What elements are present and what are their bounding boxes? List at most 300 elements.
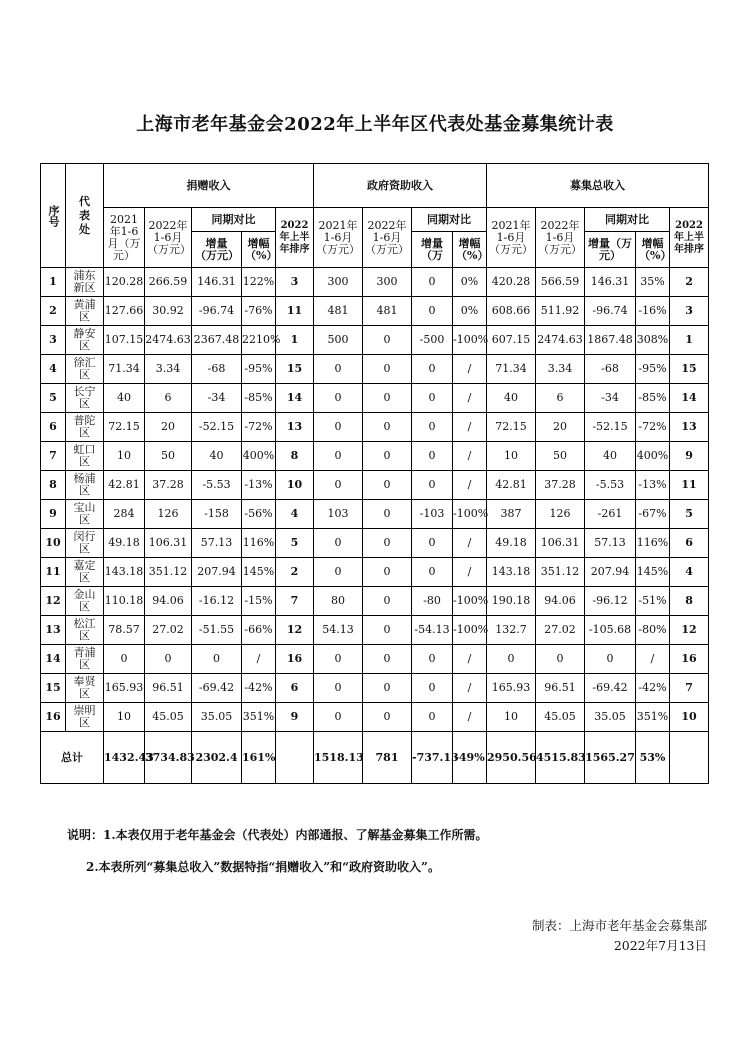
header-gov-2021: 2021年1-6月（万元） — [314, 208, 363, 268]
cell-g22: 0 — [363, 442, 412, 471]
cell-d21: 40 — [104, 384, 145, 413]
cell-g22: 0 — [363, 529, 412, 558]
cell-t21: 42.81 — [487, 471, 536, 500]
cell-t22: 351.12 — [536, 558, 585, 587]
row-district: 普陀区 — [66, 413, 104, 442]
cell-d22: 2474.63 — [145, 326, 192, 355]
cell-d21: 165.93 — [104, 674, 145, 703]
cell-drate: -15% — [242, 587, 276, 616]
cell-trate: -16% — [636, 297, 670, 326]
cell-t21: 420.28 — [487, 268, 536, 297]
cell-dinc: 40 — [192, 442, 242, 471]
maker-credit: 制表：上海市老年基金会募集部 — [531, 918, 707, 933]
cell-d21: 42.81 — [104, 471, 145, 500]
cell-drank: 11 — [276, 297, 314, 326]
cell-trate: 308% — [636, 326, 670, 355]
cell-t21: 10 — [487, 442, 536, 471]
header-total-income: 募集总收入 — [487, 164, 709, 208]
cell-g21: 0 — [314, 645, 363, 674]
cell-g22: 0 — [363, 355, 412, 384]
cell-trate: -51% — [636, 587, 670, 616]
cell-t21: 608.66 — [487, 297, 536, 326]
cell-grate: / — [453, 645, 487, 674]
cell-grate: / — [453, 703, 487, 732]
table-row — [41, 326, 709, 355]
cell-d21: 127.66 — [104, 297, 145, 326]
cell-trate: 145% — [636, 558, 670, 587]
cell-g22: 0 — [363, 471, 412, 500]
cell-trate: -42% — [636, 674, 670, 703]
cell-d22: 20 — [145, 413, 192, 442]
header-gov-2022: 2022年1-6月（万元） — [363, 208, 412, 268]
cell-d22: 50 — [145, 442, 192, 471]
cell-trank: 14 — [670, 384, 709, 413]
cell-drank: 6 — [276, 674, 314, 703]
cell-trank: 7 — [670, 674, 709, 703]
row-district: 虹口区 — [66, 442, 104, 471]
total-label: 总计 — [41, 732, 104, 784]
row-seq: 14 — [41, 645, 66, 674]
header-total-2022: 2022年1-6月（万元） — [536, 208, 585, 268]
cell-tinc: 207.94 — [585, 558, 636, 587]
cell-t21: 607.15 — [487, 326, 536, 355]
cell-grate: -100% — [453, 587, 487, 616]
table-row — [41, 500, 709, 529]
header-donation-rank: 2022年上半年排序 — [276, 208, 314, 268]
cell-g22: 0 — [363, 500, 412, 529]
cell-g21: 300 — [314, 268, 363, 297]
cell-t22: 96.51 — [536, 674, 585, 703]
cell-trank: 15 — [670, 355, 709, 384]
cell-ginc: 0 — [412, 703, 453, 732]
cell-trate: -72% — [636, 413, 670, 442]
cell-grate: -100% — [453, 326, 487, 355]
cell-dinc: -51.55 — [192, 616, 242, 645]
cell-drank: 8 — [276, 442, 314, 471]
cell-drate: 145% — [242, 558, 276, 587]
cell-t21: 71.34 — [487, 355, 536, 384]
row-district: 静安区 — [66, 326, 104, 355]
cell-d22: 45.05 — [145, 703, 192, 732]
cell-g22: 0 — [363, 587, 412, 616]
table-row — [41, 616, 709, 645]
cell-trate: -85% — [636, 384, 670, 413]
total-dinc: 2302.4 — [192, 732, 242, 784]
cell-dinc: 0 — [192, 645, 242, 674]
cell-t22: 566.59 — [536, 268, 585, 297]
cell-d21: 107.15 — [104, 326, 145, 355]
row-seq: 11 — [41, 558, 66, 587]
table-row — [41, 413, 709, 442]
cell-trank: 10 — [670, 703, 709, 732]
cell-trate: -67% — [636, 500, 670, 529]
header-total-rank: 2022年上半年排序 — [670, 208, 709, 268]
cell-tinc: 35.05 — [585, 703, 636, 732]
cell-dinc: -16.12 — [192, 587, 242, 616]
cell-ginc: -500 — [412, 326, 453, 355]
cell-drate: 400% — [242, 442, 276, 471]
cell-trate: 116% — [636, 529, 670, 558]
cell-trank: 9 — [670, 442, 709, 471]
cell-ginc: 0 — [412, 442, 453, 471]
cell-t21: 190.18 — [487, 587, 536, 616]
total-empty — [670, 732, 709, 784]
row-district: 长宁区 — [66, 384, 104, 413]
cell-trank: 4 — [670, 558, 709, 587]
table-row — [41, 674, 709, 703]
cell-t22: 45.05 — [536, 703, 585, 732]
cell-tinc: 1867.48 — [585, 326, 636, 355]
cell-trate: 400% — [636, 442, 670, 471]
cell-drank: 14 — [276, 384, 314, 413]
cell-d21: 49.18 — [104, 529, 145, 558]
cell-drate: -13% — [242, 471, 276, 500]
cell-t21: 40 — [487, 384, 536, 413]
row-seq: 15 — [41, 674, 66, 703]
cell-ginc: 0 — [412, 471, 453, 500]
cell-dinc: -5.53 — [192, 471, 242, 500]
cell-g21: 0 — [314, 442, 363, 471]
cell-tinc: -5.53 — [585, 471, 636, 500]
table-row — [41, 529, 709, 558]
cell-d21: 71.34 — [104, 355, 145, 384]
total-grate: -49% — [453, 732, 487, 784]
cell-drate: -95% — [242, 355, 276, 384]
cell-g21: 0 — [314, 384, 363, 413]
total-g22: 781 — [363, 732, 412, 784]
header-government: 政府资助收入 — [314, 164, 487, 208]
cell-d22: 30.92 — [145, 297, 192, 326]
header-donation-increase: 增量（万元） — [192, 232, 242, 268]
cell-d22: 106.31 — [145, 529, 192, 558]
cell-t22: 126 — [536, 500, 585, 529]
cell-ginc: -54.13 — [412, 616, 453, 645]
cell-ginc: 0 — [412, 413, 453, 442]
statistics-table — [40, 163, 709, 784]
row-district: 杨浦区 — [66, 471, 104, 500]
cell-t21: 143.18 — [487, 558, 536, 587]
cell-trate: 35% — [636, 268, 670, 297]
cell-t22: 2474.63 — [536, 326, 585, 355]
cell-grate: / — [453, 355, 487, 384]
cell-dinc: 2367.48 — [192, 326, 242, 355]
row-seq: 16 — [41, 703, 66, 732]
cell-grate: 0% — [453, 268, 487, 297]
total-ginc: -737.13 — [412, 732, 453, 784]
cell-t22: 50 — [536, 442, 585, 471]
cell-g21: 500 — [314, 326, 363, 355]
cell-d22: 37.28 — [145, 471, 192, 500]
cell-dinc: 57.13 — [192, 529, 242, 558]
row-seq: 9 — [41, 500, 66, 529]
cell-dinc: -158 — [192, 500, 242, 529]
cell-tinc: -96.12 — [585, 587, 636, 616]
cell-drate: -72% — [242, 413, 276, 442]
cell-d21: 143.18 — [104, 558, 145, 587]
table-row — [41, 355, 709, 384]
header-donation-2021: 2021年1-6月（万元） — [104, 208, 145, 268]
cell-g21: 54.13 — [314, 616, 363, 645]
header-total-increase: 增量（万元） — [585, 232, 636, 268]
cell-g22: 481 — [363, 297, 412, 326]
row-district: 奉贤区 — [66, 674, 104, 703]
table-row — [41, 268, 709, 297]
cell-t21: 10 — [487, 703, 536, 732]
table-row — [41, 442, 709, 471]
cell-trate: -13% — [636, 471, 670, 500]
cell-t22: 27.02 — [536, 616, 585, 645]
cell-d22: 27.02 — [145, 616, 192, 645]
row-seq: 7 — [41, 442, 66, 471]
row-district: 青浦区 — [66, 645, 104, 674]
cell-dinc: -34 — [192, 384, 242, 413]
row-district: 嘉定区 — [66, 558, 104, 587]
cell-t22: 3.34 — [536, 355, 585, 384]
table-row — [41, 384, 709, 413]
cell-t22: 106.31 — [536, 529, 585, 558]
cell-grate: / — [453, 471, 487, 500]
header-donation-yoy: 同期对比 — [192, 208, 276, 232]
note-2: 2.本表所列“募集总收入”数据特指“捐赠收入”和“政府资助收入”。 — [86, 860, 440, 874]
cell-tinc: -69.42 — [585, 674, 636, 703]
cell-ginc: 0 — [412, 558, 453, 587]
row-district: 松江区 — [66, 616, 104, 645]
cell-g22: 0 — [363, 384, 412, 413]
row-district: 黄浦区 — [66, 297, 104, 326]
cell-g21: 0 — [314, 703, 363, 732]
cell-g21: 80 — [314, 587, 363, 616]
total-t21: 2950.56 — [487, 732, 536, 784]
cell-drank: 1 — [276, 326, 314, 355]
cell-trate: / — [636, 645, 670, 674]
total-tinc: 1565.27 — [585, 732, 636, 784]
total-t22: 4515.83 — [536, 732, 585, 784]
cell-t22: 37.28 — [536, 471, 585, 500]
cell-drank: 5 — [276, 529, 314, 558]
cell-g21: 0 — [314, 674, 363, 703]
cell-dinc: 207.94 — [192, 558, 242, 587]
table-row — [41, 297, 709, 326]
cell-g21: 0 — [314, 471, 363, 500]
cell-d21: 284 — [104, 500, 145, 529]
cell-g21: 481 — [314, 297, 363, 326]
cell-ginc: 0 — [412, 384, 453, 413]
total-g21: 1518.13 — [314, 732, 363, 784]
cell-tinc: 40 — [585, 442, 636, 471]
cell-d22: 126 — [145, 500, 192, 529]
cell-grate: / — [453, 442, 487, 471]
row-seq: 3 — [41, 326, 66, 355]
row-district: 崇明区 — [66, 703, 104, 732]
cell-dinc: 35.05 — [192, 703, 242, 732]
row-district: 金山区 — [66, 587, 104, 616]
cell-trate: -80% — [636, 616, 670, 645]
cell-d21: 72.15 — [104, 413, 145, 442]
cell-t22: 0 — [536, 645, 585, 674]
cell-t22: 511.92 — [536, 297, 585, 326]
cell-tinc: -34 — [585, 384, 636, 413]
cell-drank: 16 — [276, 645, 314, 674]
cell-dinc: -69.42 — [192, 674, 242, 703]
cell-grate: / — [453, 413, 487, 442]
cell-drank: 13 — [276, 413, 314, 442]
table-row — [41, 558, 709, 587]
total-empty — [276, 732, 314, 784]
cell-dinc: 146.31 — [192, 268, 242, 297]
cell-drate: 116% — [242, 529, 276, 558]
cell-g21: 0 — [314, 529, 363, 558]
row-seq: 4 — [41, 355, 66, 384]
cell-drank: 7 — [276, 587, 314, 616]
row-seq: 2 — [41, 297, 66, 326]
cell-dinc: -68 — [192, 355, 242, 384]
cell-drate: -56% — [242, 500, 276, 529]
header-total-rate: 增幅（%） — [636, 232, 670, 268]
cell-trank: 8 — [670, 587, 709, 616]
cell-tinc: -96.74 — [585, 297, 636, 326]
cell-grate: -100% — [453, 500, 487, 529]
cell-tinc: -68 — [585, 355, 636, 384]
cell-ginc: 0 — [412, 355, 453, 384]
row-seq: 6 — [41, 413, 66, 442]
cell-trank: 11 — [670, 471, 709, 500]
cell-ginc: -80 — [412, 587, 453, 616]
cell-trank: 1 — [670, 326, 709, 355]
header-donation-2022: 2022年1-6月（万元） — [145, 208, 192, 268]
cell-ginc: 0 — [412, 529, 453, 558]
maker-date: 2022年7月13日 — [613, 938, 707, 953]
table-row — [41, 645, 709, 674]
row-seq: 10 — [41, 529, 66, 558]
cell-g22: 0 — [363, 674, 412, 703]
cell-trank: 16 — [670, 645, 709, 674]
cell-drate: 122% — [242, 268, 276, 297]
cell-d22: 351.12 — [145, 558, 192, 587]
header-total-yoy: 同期对比 — [585, 208, 670, 232]
cell-d22: 94.06 — [145, 587, 192, 616]
note-1: 说明：1.本表仅用于老年基金会（代表处）内部通报、了解基金募集工作所需。 — [67, 828, 488, 842]
cell-t22: 20 — [536, 413, 585, 442]
cell-drank: 10 — [276, 471, 314, 500]
cell-d21: 10 — [104, 703, 145, 732]
cell-g22: 0 — [363, 703, 412, 732]
cell-g22: 0 — [363, 326, 412, 355]
table-row — [41, 471, 709, 500]
cell-drate: / — [242, 645, 276, 674]
cell-t21: 165.93 — [487, 674, 536, 703]
header-gov-yoy: 同期对比 — [412, 208, 487, 232]
row-seq: 8 — [41, 471, 66, 500]
cell-grate: / — [453, 384, 487, 413]
cell-d21: 78.57 — [104, 616, 145, 645]
cell-ginc: 0 — [412, 645, 453, 674]
cell-drate: -76% — [242, 297, 276, 326]
cell-g22: 0 — [363, 413, 412, 442]
cell-d22: 6 — [145, 384, 192, 413]
cell-trank: 13 — [670, 413, 709, 442]
total-drate: 161% — [242, 732, 276, 784]
cell-t21: 0 — [487, 645, 536, 674]
cell-drank: 2 — [276, 558, 314, 587]
cell-tinc: 0 — [585, 645, 636, 674]
header-district: 代 表 处 — [66, 164, 104, 268]
cell-d21: 110.18 — [104, 587, 145, 616]
cell-t22: 6 — [536, 384, 585, 413]
total-trate: 53% — [636, 732, 670, 784]
cell-d21: 120.28 — [104, 268, 145, 297]
cell-t22: 94.06 — [536, 587, 585, 616]
cell-d21: 0 — [104, 645, 145, 674]
cell-drank: 4 — [276, 500, 314, 529]
row-district: 浦东新区 — [66, 268, 104, 297]
cell-grate: -100% — [453, 616, 487, 645]
cell-trank: 5 — [670, 500, 709, 529]
cell-grate: / — [453, 529, 487, 558]
header-seq: 序号 — [41, 164, 66, 268]
row-district: 闵行区 — [66, 529, 104, 558]
total-row — [41, 732, 709, 784]
cell-g22: 300 — [363, 268, 412, 297]
cell-drate: 2210% — [242, 326, 276, 355]
cell-dinc: -96.74 — [192, 297, 242, 326]
page-title: 上海市老年基金会2022年上半年区代表处基金募集统计表 — [136, 114, 614, 135]
cell-g21: 103 — [314, 500, 363, 529]
cell-g21: 0 — [314, 355, 363, 384]
row-district: 徐汇区 — [66, 355, 104, 384]
cell-d22: 266.59 — [145, 268, 192, 297]
cell-d22: 0 — [145, 645, 192, 674]
row-seq: 13 — [41, 616, 66, 645]
row-seq: 12 — [41, 587, 66, 616]
cell-d22: 96.51 — [145, 674, 192, 703]
cell-trate: 351% — [636, 703, 670, 732]
header-donation-rate: 增幅（%） — [242, 232, 276, 268]
cell-g21: 0 — [314, 558, 363, 587]
cell-tinc: 146.31 — [585, 268, 636, 297]
cell-trank: 3 — [670, 297, 709, 326]
cell-grate: / — [453, 674, 487, 703]
cell-tinc: -105.68 — [585, 616, 636, 645]
cell-trank: 12 — [670, 616, 709, 645]
cell-drate: 351% — [242, 703, 276, 732]
cell-drate: -42% — [242, 674, 276, 703]
cell-tinc: 57.13 — [585, 529, 636, 558]
cell-t21: 72.15 — [487, 413, 536, 442]
cell-tinc: -261 — [585, 500, 636, 529]
cell-ginc: 0 — [412, 297, 453, 326]
cell-trate: -95% — [636, 355, 670, 384]
row-seq: 5 — [41, 384, 66, 413]
row-seq: 1 — [41, 268, 66, 297]
cell-drank: 12 — [276, 616, 314, 645]
cell-dinc: -52.15 — [192, 413, 242, 442]
cell-d22: 3.34 — [145, 355, 192, 384]
table-row — [41, 587, 709, 616]
cell-grate: / — [453, 558, 487, 587]
total-d22: 3734.83 — [145, 732, 192, 784]
cell-trank: 2 — [670, 268, 709, 297]
table-row — [41, 703, 709, 732]
cell-drank: 9 — [276, 703, 314, 732]
cell-tinc: -52.15 — [585, 413, 636, 442]
cell-drate: -66% — [242, 616, 276, 645]
cell-g22: 0 — [363, 616, 412, 645]
cell-trank: 6 — [670, 529, 709, 558]
total-d21: 1432.43 — [104, 732, 145, 784]
cell-t21: 387 — [487, 500, 536, 529]
cell-ginc: 0 — [412, 674, 453, 703]
cell-g22: 0 — [363, 558, 412, 587]
